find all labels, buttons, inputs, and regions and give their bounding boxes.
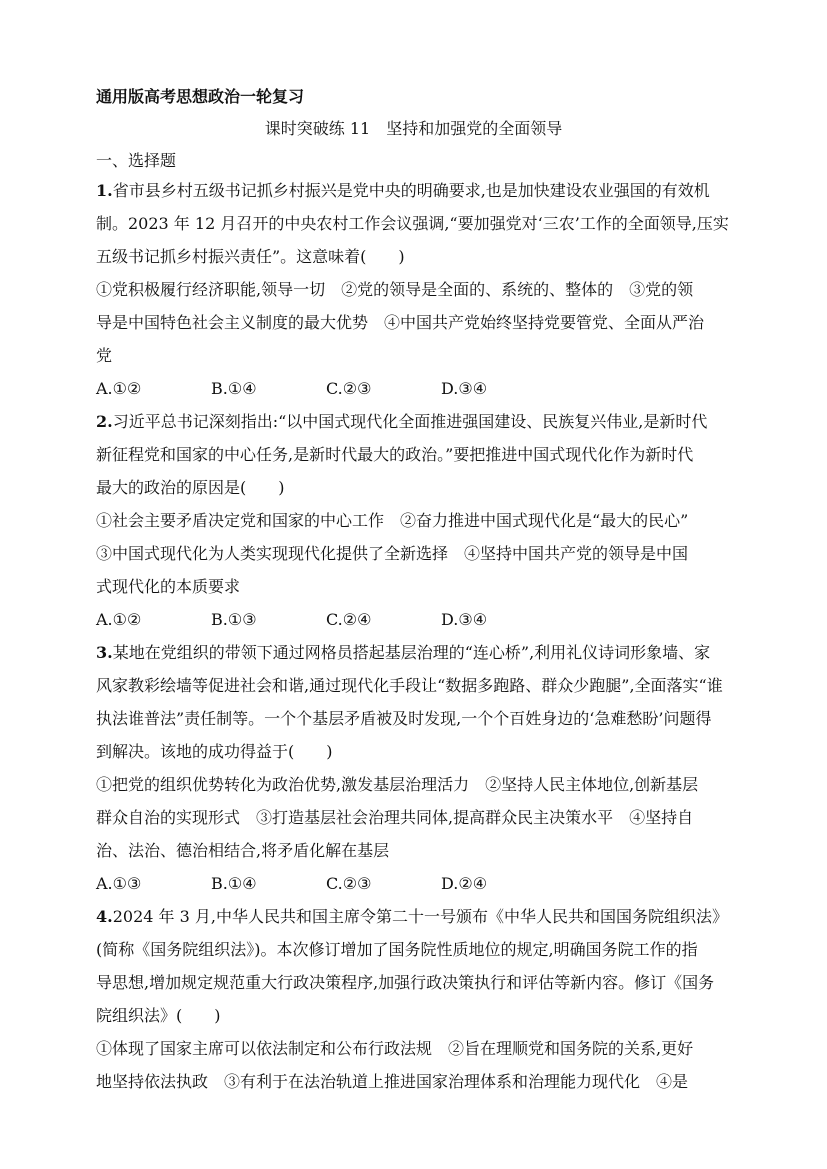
option-line: ①把党的组织优势转化为政治优势,激发基层治理活力 ②坚持人民主体地位,创新基层	[96, 775, 699, 794]
answer-choice[interactable]: B.①③	[211, 610, 257, 629]
question-1	[96, 180, 736, 400]
option-line: 党	[96, 346, 113, 365]
stem-line	[96, 444, 736, 466]
answer-choices	[96, 873, 736, 895]
option-line: 式现代化的本质要求	[96, 577, 241, 596]
question-stem	[96, 906, 736, 1027]
stem-line	[96, 1005, 736, 1027]
answer-choice[interactable]: D.③④	[441, 379, 488, 398]
answer-choice[interactable]: D.③④	[441, 610, 488, 629]
statement-options	[96, 1038, 736, 1093]
question-3	[96, 642, 736, 895]
stem-text: 某地在党组织的带领下通过网格员搭起基层治理的“连心桥”,利用礼仪诗词形象墙、家	[112, 643, 711, 662]
question-number: 3.	[96, 643, 113, 662]
answer-choice[interactable]: A.①②	[96, 379, 142, 398]
statement-options	[96, 510, 736, 598]
answer-choice[interactable]: A.①②	[96, 610, 142, 629]
stem-text: (简称《国务院组织法》)。本次修订增加了国务院性质地位的规定,明确国务院工作的指	[96, 940, 698, 959]
stem-text: 导思想,增加规定规范重大行政决策程序,加强行政决策执行和评估等新内容。修订《国务	[96, 973, 715, 992]
stem-line	[96, 180, 736, 202]
statement-options	[96, 774, 736, 862]
answer-choice[interactable]: B.①④	[211, 379, 257, 398]
stem-line	[96, 675, 736, 697]
stem-line	[96, 939, 736, 961]
question-stem	[96, 180, 736, 268]
stem-line	[96, 477, 736, 499]
page-title: 课时突破练 11 坚持和加强党的全面领导	[264, 119, 563, 138]
answer-choice[interactable]: A.①③	[96, 874, 142, 893]
questions-list	[96, 180, 736, 1104]
stem-line	[96, 741, 736, 763]
option-line: 群众自治的实现形式 ③打造基层社会治理共同体,提高群众民主决策水平 ④坚持自	[96, 808, 694, 827]
question-2	[96, 411, 736, 631]
stem-text: 风家教彩绘墙等促进社会和谐,通过现代化手段让“数据多跑路、群众少跑腿”,全面落实“谁	[96, 676, 723, 695]
option-line: 地坚持依法执政 ③有利于在法治轨道上推进国家治理体系和治理能力现代化 ④是	[96, 1072, 689, 1091]
answer-choices	[96, 378, 736, 400]
statement-options	[96, 279, 736, 367]
stem-line	[96, 708, 736, 730]
option-line: ③中国式现代化为人类实现现代化提供了全新选择 ④坚持中国共产党的领导是中国	[96, 544, 689, 563]
stem-line	[96, 213, 736, 235]
stem-text: 院组织法》( )	[96, 1006, 221, 1025]
stem-line	[96, 906, 736, 928]
stem-text: 最大的政治的原因是( )	[96, 478, 285, 497]
answer-choices	[96, 609, 736, 631]
stem-line	[96, 411, 736, 433]
question-4	[96, 906, 736, 1093]
stem-text: 省市县乡村五级书记抓乡村振兴是党中央的明确要求,也是加快建设农业强国的有效机	[112, 181, 710, 200]
question-number: 1.	[96, 181, 113, 200]
answer-choice[interactable]: C.②③	[326, 379, 372, 398]
option-line: ①体现了国家主席可以依法制定和公布行政法规 ②旨在理顺党和国务院的关系,更好	[96, 1039, 694, 1058]
question-stem	[96, 411, 736, 499]
option-line: 导是中国特色社会主义制度的最大优势 ④中国共产党始终坚持党要管党、全面从严治	[96, 313, 705, 332]
stem-text: 制。2023 年 12 月召开的中央农村工作会议强调,“要加强党对‘三农’工作的全面领导,压实	[96, 214, 729, 233]
stem-text: 新征程党和国家的中心任务,是新时代最大的政治。”要把推进中国式现代化作为新时代	[96, 445, 694, 464]
option-line: ①社会主要矛盾决定党和国家的中心工作 ②奋力推进中国式现代化是“最大的民心”	[96, 511, 689, 530]
answer-choice[interactable]: D.②④	[441, 874, 488, 893]
stem-text: 执法谁普法”责任制等。一个个基层矛盾被及时发现,一个个百姓身边的‘急难愁盼’问题得	[96, 709, 712, 728]
stem-text: 到解决。该地的成功得益于( )	[96, 742, 333, 761]
stem-text: 习近平总书记深刻指出:“以中国式现代化全面推进强国建设、民族复兴伟业,是新时代	[112, 412, 708, 431]
answer-choice[interactable]: C.②④	[326, 610, 372, 629]
section-heading: 一、选择题	[96, 151, 177, 170]
answer-choice[interactable]: B.①④	[211, 874, 257, 893]
option-line: 治、法治、德治相结合,将矛盾化解在基层	[96, 841, 390, 860]
question-stem	[96, 642, 736, 763]
stem-line	[96, 642, 736, 664]
stem-text: 五级书记抓乡村振兴责任”。这意味着( )	[96, 247, 405, 266]
answer-choice[interactable]: C.②③	[326, 874, 372, 893]
question-number: 4.	[96, 907, 113, 926]
stem-line	[96, 972, 736, 994]
question-number: 2.	[96, 412, 113, 431]
stem-text: 2024 年 3 月,中华人民共和国主席令第二十一号颁布《中华人民共和国国务院组织法》	[112, 907, 728, 926]
option-line: ①党积极履行经济职能,领导一切 ②党的领导是全面的、系统的、整体的 ③党的领	[96, 280, 694, 299]
stem-line	[96, 246, 736, 268]
document-header: 通用版高考思想政治一轮复习	[96, 87, 305, 106]
